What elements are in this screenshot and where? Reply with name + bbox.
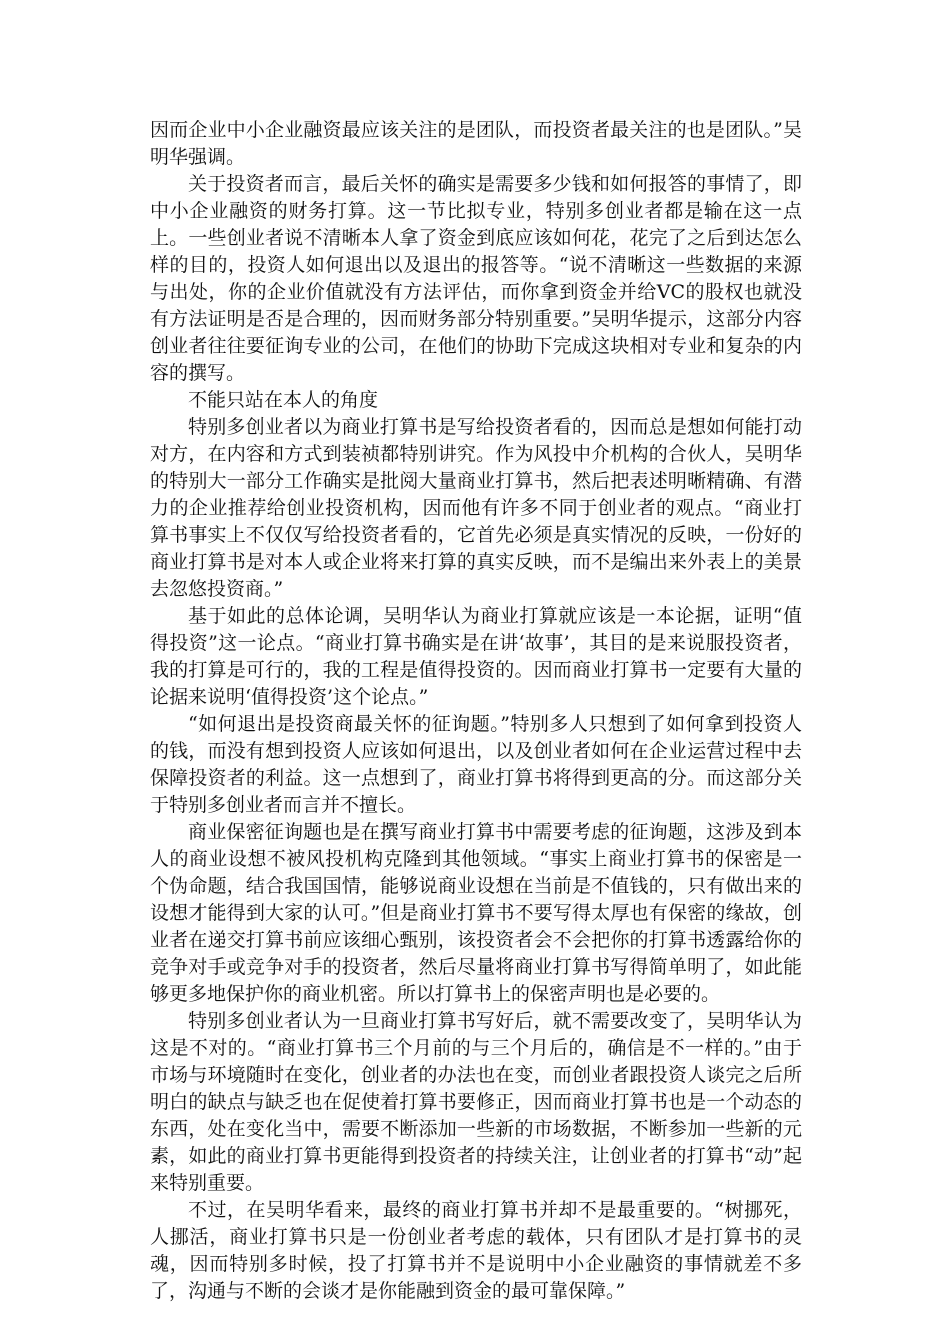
paragraph-6: 商业保密征询题也是在撰写商业打算书中需要考虑的征询题，这涉及到本人的商业设想不被风投机构克隆到其他领域。“事实上商业打算书的保密是一个伪命题，结合我国国情，能够说商业设想在当前是不值钱的，只有做出来的设想才能得到大家的认可。”但是商业打算书不要写得太厚也有保密的缘故，创业者在递交打算书前应该细心甄别，该投资者会不会把你的打算书透露给你的竞争对手或竞争对手的投资者，然后尽量将商业打算书写得简单明了，如此能够更多地保护你的商业机密。所以打算书上的保密声明也是必要的。: [150, 821, 802, 1005]
paragraph-3: 特别多创业者以为商业打算书是写给投资者看的，因而总是想如何能打动对方，在内容和方式到装祯都特别讲究。作为风投中介机构的合伙人，吴明华的特别大一部分工作确实是批阅大量商业打算书，然后把表述明晰精确、有潜力的企业推荐给创业投资机构，因而他有许多不同于创业者的观点。“商业打算书事实上不仅仅写给投资者看的，它首先必须是真实情况的反映，一份好的商业打算书是对本人或企业将来打算的真实反映，而不是编出来外表上的美景去忽悠投资商。”: [150, 416, 802, 600]
paragraph-4: 基于如此的总体论调，吴明华认为商业打算就应该是一本论据，证明“值得投资”这一论点。“商业打算书确实是在讲‘故事’，其目的是来说服投资者，我的打算是可行的，我的工程是值得投资的。因而商业打算书一定要有大量的论据来说明‘值得投资’这个论点。”: [150, 605, 802, 708]
document-body: [150, 117, 802, 1305]
paragraph-2: 关于投资者而言，最后关怀的确实是需要多少钱和如何报答的事情了，即中小企业融资的财务打算。这一节比拟专业，特别多创业者都是输在这一点上。一些创业者说不清晰本人拿了资金到底应该如何花，花完了之后到达怎么样的目的，投资人如何退出以及退出的报答等。“说不清晰这一些数据的来源与出处，你的企业价值就没有方法评估，而你拿到资金并给VC的股权也就没有方法证明是否是合理的，因而财务部分特别重要。”吴明华提示，这部分内容创业者往往要征询专业的公司，在他们的协助下完成这块相对专业和复杂的内容的撰写。: [150, 173, 802, 384]
paragraph-5: “如何退出是投资商最关怀的征询题。”特别多人只想到了如何拿到投资人的钱，而没有想到投资人应该如何退出，以及创业者如何在企业运营过程中去保障投资者的利益。这一点想到了，商业打算书将得到更高的分。而这部分关于特别多创业者而言并不擅长。: [150, 713, 802, 816]
paragraph-7: 特别多创业者认为一旦商业打算书写好后，就不需要改变了，吴明华认为这是不对的。“商业打算书三个月前的与三个月后的，确信是不一样的。”由于市场与环境随时在变化，创业者的办法也在变，而创业者跟投资人谈完之后所明白的缺点与缺乏也在促使着打算书要修正，因而商业打算书也是一个动态的东西，处在变化当中，需要不断添加一些新的市场数据，不断参加一些新的元素，如此的商业打算书更能得到投资者的持续关注，让创业者的打算书“动”起来特别重要。: [150, 1010, 802, 1194]
paragraph-8: 不过，在吴明华看来，最终的商业打算书并却不是最重要的。“树挪死，人挪活，商业打算书只是一份创业者考虑的载体，只有团队才是打算书的灵魂，因而特别多时候，投了打算书并不是说明中小企业融资的事情就差不多了，沟通与不断的会谈才是你能融到资金的最可靠保障。”: [150, 1199, 802, 1302]
section-heading: 不能只站在本人的角度: [188, 389, 379, 411]
paragraph-1: 因而企业中小企业融资最应该关注的是团队，而投资者最关注的也是团队。”吴明华强调。: [150, 119, 802, 168]
